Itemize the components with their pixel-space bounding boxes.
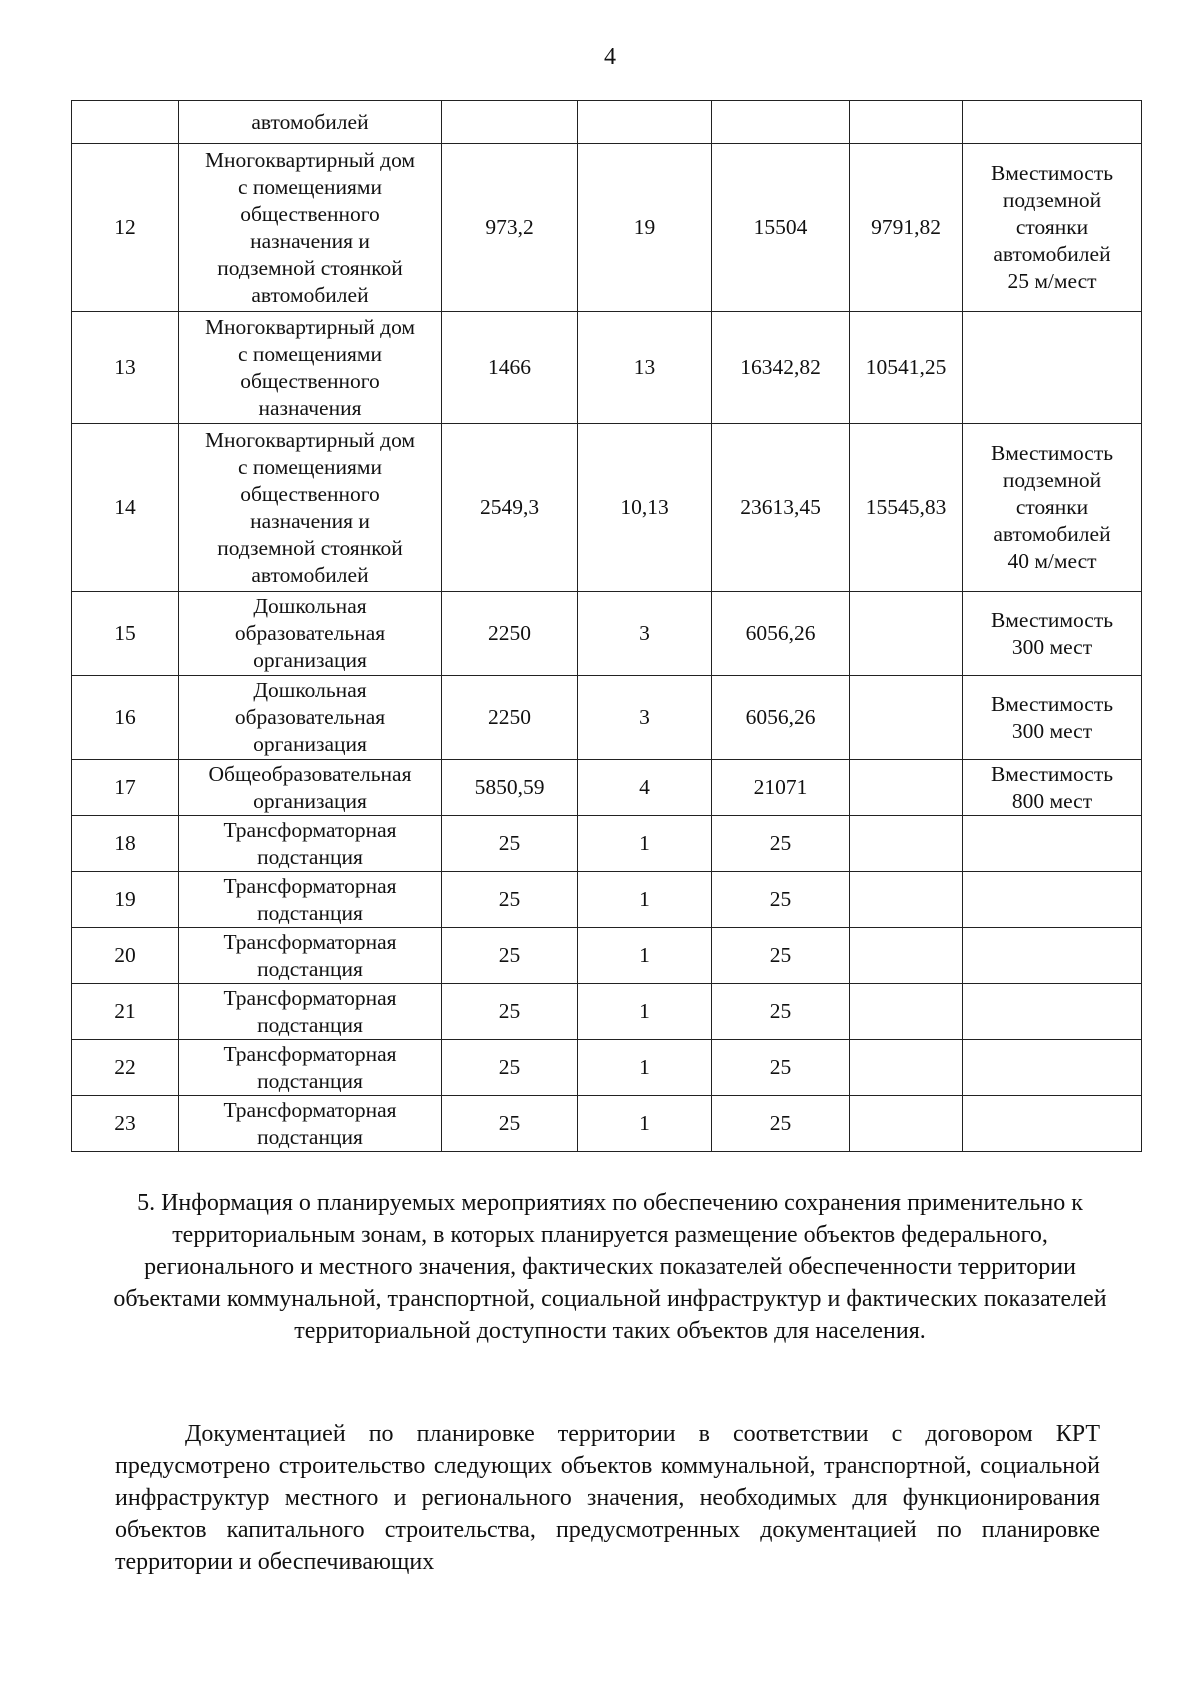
row-number-cell: 14 bbox=[72, 424, 179, 592]
value-cell: 1 bbox=[578, 1096, 712, 1152]
value-cell bbox=[850, 760, 963, 816]
value-cell: 25 bbox=[442, 928, 578, 984]
value-cell: 2549,3 bbox=[442, 424, 578, 592]
value-cell bbox=[850, 816, 963, 872]
value-cell: 6056,26 bbox=[712, 676, 850, 760]
value-cell bbox=[712, 101, 850, 144]
table-row bbox=[72, 984, 1142, 1040]
value-cell: 2250 bbox=[442, 676, 578, 760]
row-number-cell: 22 bbox=[72, 1040, 179, 1096]
value-cell: 25 bbox=[442, 816, 578, 872]
value-cell: 15545,83 bbox=[850, 424, 963, 592]
value-cell: 10541,25 bbox=[850, 312, 963, 424]
value-cell: 25 bbox=[712, 928, 850, 984]
row-number-cell: 23 bbox=[72, 1096, 179, 1152]
page-number: 4 bbox=[604, 44, 616, 70]
table-row bbox=[72, 816, 1142, 872]
value-cell: 3 bbox=[578, 676, 712, 760]
object-name-cell: Трансформаторная подстанция bbox=[179, 816, 442, 872]
object-name-cell: Многоквартирный дом с помещениями общественного назначения bbox=[179, 312, 442, 424]
value-cell: 1 bbox=[578, 1040, 712, 1096]
value-cell bbox=[850, 984, 963, 1040]
value-cell: 25 bbox=[712, 872, 850, 928]
object-name-cell: Дошкольная образовательная организация bbox=[179, 676, 442, 760]
row-number-cell: 18 bbox=[72, 816, 179, 872]
object-name-cell: Общеобразовательная организация bbox=[179, 760, 442, 816]
table-row bbox=[72, 760, 1142, 816]
object-name-cell: Трансформаторная подстанция bbox=[179, 1040, 442, 1096]
value-cell bbox=[850, 1040, 963, 1096]
section-heading: 5. Информация о планируемых мероприятиях по обеспечению сохранения применительно к территориальным зонам, в которых планируется размещение объектов федерального, регионального и местного значения, фактических показателей обеспеченности территории объектами коммунальной, транспортной, социальной инфраструктур и фактических показателей территориальной доступности таких объектов для населения. bbox=[113, 1190, 1107, 1344]
row-number-cell: 20 bbox=[72, 928, 179, 984]
table-row bbox=[72, 312, 1142, 424]
value-cell: 23613,45 bbox=[712, 424, 850, 592]
row-number-cell: 12 bbox=[72, 144, 179, 312]
value-cell bbox=[850, 1096, 963, 1152]
row-number-cell: 17 bbox=[72, 760, 179, 816]
table-row bbox=[72, 1040, 1142, 1096]
note-cell bbox=[963, 928, 1142, 984]
value-cell: 25 bbox=[442, 872, 578, 928]
body-paragraph: Документацией по планировке территории в соответствии с договором КРТ предусмотрено строительство следующих объектов коммунальной, транспортной, социальной инфраструктур местного и регионального значения, необходимых для функционирования объектов капитального строительства, предусмотренных документацией по планировке территории и обеспечивающих bbox=[115, 1421, 1100, 1575]
value-cell: 25 bbox=[442, 1040, 578, 1096]
value-cell bbox=[850, 872, 963, 928]
object-name-cell: Трансформаторная подстанция bbox=[179, 928, 442, 984]
object-name-cell: Трансформаторная подстанция bbox=[179, 872, 442, 928]
value-cell: 1 bbox=[578, 816, 712, 872]
table-row bbox=[72, 592, 1142, 676]
value-cell: 25 bbox=[712, 816, 850, 872]
note-cell bbox=[963, 872, 1142, 928]
object-name-cell: автомобилей bbox=[179, 101, 442, 144]
row-number-cell bbox=[72, 101, 179, 144]
value-cell: 1466 bbox=[442, 312, 578, 424]
value-cell: 25 bbox=[712, 1096, 850, 1152]
value-cell: 973,2 bbox=[442, 144, 578, 312]
table-row bbox=[72, 424, 1142, 592]
table-row bbox=[72, 1096, 1142, 1152]
value-cell bbox=[578, 101, 712, 144]
value-cell: 19 bbox=[578, 144, 712, 312]
value-cell: 1 bbox=[578, 872, 712, 928]
value-cell: 3 bbox=[578, 592, 712, 676]
value-cell bbox=[442, 101, 578, 144]
value-cell bbox=[850, 592, 963, 676]
value-cell: 25 bbox=[442, 984, 578, 1040]
table-row bbox=[72, 676, 1142, 760]
table-row bbox=[72, 101, 1142, 144]
value-cell: 2250 bbox=[442, 592, 578, 676]
table-row bbox=[72, 144, 1142, 312]
value-cell: 5850,59 bbox=[442, 760, 578, 816]
value-cell: 13 bbox=[578, 312, 712, 424]
object-name-cell: Многоквартирный дом с помещениями общественного назначения и подземной стоянкой автомобилей bbox=[179, 144, 442, 312]
note-cell: Вместимость 800 мест bbox=[963, 760, 1142, 816]
value-cell: 21071 bbox=[712, 760, 850, 816]
value-cell: 1 bbox=[578, 928, 712, 984]
value-cell: 25 bbox=[712, 1040, 850, 1096]
note-cell bbox=[963, 1040, 1142, 1096]
value-cell: 25 bbox=[442, 1096, 578, 1152]
value-cell: 15504 bbox=[712, 144, 850, 312]
object-name-cell: Трансформаторная подстанция bbox=[179, 984, 442, 1040]
note-cell: Вместимость 300 мест bbox=[963, 676, 1142, 760]
row-number-cell: 19 bbox=[72, 872, 179, 928]
value-cell: 4 bbox=[578, 760, 712, 816]
note-cell bbox=[963, 1096, 1142, 1152]
value-cell: 9791,82 bbox=[850, 144, 963, 312]
object-name-cell: Многоквартирный дом с помещениями общественного назначения и подземной стоянкой автомобилей bbox=[179, 424, 442, 592]
value-cell bbox=[850, 101, 963, 144]
value-cell: 16342,82 bbox=[712, 312, 850, 424]
value-cell bbox=[850, 928, 963, 984]
row-number-cell: 16 bbox=[72, 676, 179, 760]
note-cell: Вместимость 300 мест bbox=[963, 592, 1142, 676]
value-cell: 1 bbox=[578, 984, 712, 1040]
table-row bbox=[72, 872, 1142, 928]
note-cell bbox=[963, 101, 1142, 144]
object-name-cell: Трансформаторная подстанция bbox=[179, 1096, 442, 1152]
value-cell: 25 bbox=[712, 984, 850, 1040]
row-number-cell: 21 bbox=[72, 984, 179, 1040]
row-number-cell: 15 bbox=[72, 592, 179, 676]
objects-table bbox=[71, 100, 1142, 1152]
note-cell: Вместимость подземной стоянки автомобилей 40 м/мест bbox=[963, 424, 1142, 592]
note-cell: Вместимость подземной стоянки автомобилей 25 м/мест bbox=[963, 144, 1142, 312]
value-cell: 10,13 bbox=[578, 424, 712, 592]
value-cell: 6056,26 bbox=[712, 592, 850, 676]
value-cell bbox=[850, 676, 963, 760]
object-name-cell: Дошкольная образовательная организация bbox=[179, 592, 442, 676]
row-number-cell: 13 bbox=[72, 312, 179, 424]
note-cell bbox=[963, 816, 1142, 872]
table-row bbox=[72, 928, 1142, 984]
note-cell bbox=[963, 984, 1142, 1040]
note-cell bbox=[963, 312, 1142, 424]
